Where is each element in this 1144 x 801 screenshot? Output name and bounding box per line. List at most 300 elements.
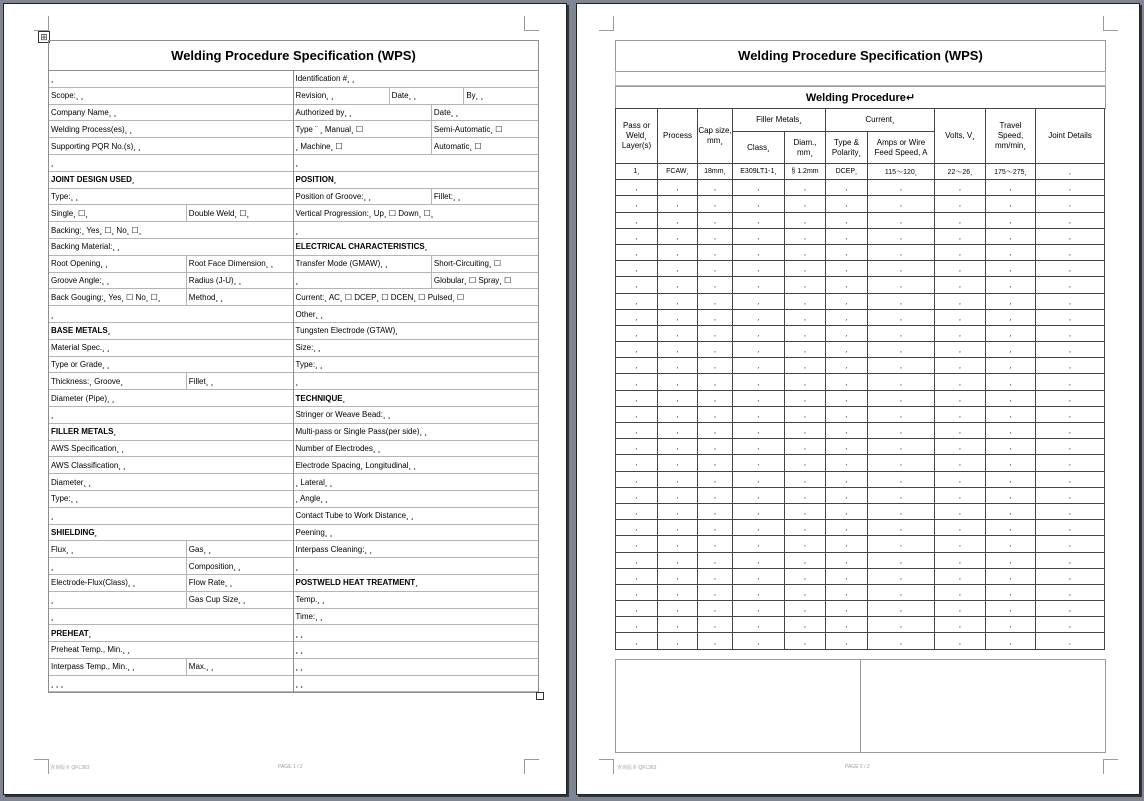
form-field[interactable]: AWS Specification¸ ¸ [51, 443, 125, 453]
table-cell[interactable]: ¸ [986, 293, 1036, 309]
table-cell[interactable]: ¸ [733, 212, 785, 228]
table-cell[interactable]: ¸ [986, 503, 1036, 519]
form-field[interactable]: Type:¸ ¸ [51, 494, 79, 504]
table-cell[interactable]: ¸ [785, 244, 826, 260]
form-field[interactable]: ¸ [51, 561, 54, 571]
table-cell[interactable]: ¸ [935, 358, 986, 374]
form-field[interactable]: Radius (J-U)¸ ¸ [186, 273, 293, 289]
form-field[interactable]: ¸ Angle¸ ¸ [295, 494, 328, 504]
table-cell[interactable]: ¸ [1036, 342, 1105, 358]
form-field[interactable]: Temp.¸ ¸ [295, 595, 325, 605]
table-cell[interactable]: ¸ [733, 342, 785, 358]
table-cell[interactable]: ¸ [698, 439, 733, 455]
table-cell[interactable]: ¸ [868, 212, 935, 228]
form-field[interactable]: Fillet¸ ¸ [186, 373, 293, 389]
table-cell[interactable]: ¸ [826, 293, 868, 309]
table-cell[interactable]: ¸ [935, 390, 986, 406]
table-cell[interactable]: ¸ [1036, 212, 1105, 228]
form-field[interactable]: Max.¸ ¸ [186, 659, 293, 675]
table-cell[interactable]: ¸ [698, 601, 733, 617]
table-cell[interactable]: ¸ [1036, 633, 1105, 649]
table-cell[interactable]: ¸ [785, 423, 826, 439]
form-field[interactable]: ¸ [51, 410, 54, 420]
table-cell[interactable]: ¸ [658, 196, 698, 212]
table-cell[interactable]: ¸ [986, 552, 1036, 568]
form-field[interactable]: Semi-Automatic¸ ☐ [431, 121, 538, 137]
table-cell[interactable]: ¸ [826, 471, 868, 487]
form-field[interactable]: Composition¸ ¸ [186, 558, 293, 574]
table-cell[interactable]: ¸ [616, 617, 658, 633]
table-cell[interactable]: ¸ [868, 390, 935, 406]
form-field[interactable]: Preheat Temp., Min.¸ ¸ [51, 645, 130, 655]
table-cell[interactable]: ¸ [868, 309, 935, 325]
table-cell[interactable]: ¸ [1036, 406, 1105, 422]
table-cell[interactable]: ¸ [935, 439, 986, 455]
table-cell[interactable]: ¸ [616, 520, 658, 536]
table-cell[interactable]: ¸ [616, 244, 658, 260]
table-cell[interactable]: ¸ [868, 277, 935, 293]
table-cell[interactable]: ¸ [616, 568, 658, 584]
table-cell[interactable]: ¸ [616, 180, 658, 196]
table-cell[interactable]: ¸ [826, 277, 868, 293]
form-field[interactable]: ¸ ¸ [295, 679, 304, 689]
table-cell[interactable]: ¸ [785, 325, 826, 341]
table-cell[interactable]: ¸ [935, 552, 986, 568]
table-cell[interactable]: ¸ [935, 423, 986, 439]
table-cell[interactable]: ¸ [785, 342, 826, 358]
form-field[interactable]: Back Gouging:¸ Yes¸ ☐ No¸ ☐¸ [51, 292, 161, 302]
table-cell[interactable]: ¸ [733, 552, 785, 568]
table-cell[interactable]: ¸ [826, 633, 868, 649]
table-cell[interactable]: ¸ [986, 617, 1036, 633]
table-cell[interactable]: ¸ [1036, 503, 1105, 519]
table-cell[interactable]: ¸ [935, 293, 986, 309]
form-field[interactable]: Tungsten Electrode (GTAW)¸ [295, 326, 398, 336]
table-cell[interactable]: ¸ [868, 228, 935, 244]
table-cell[interactable]: ¸ [826, 325, 868, 341]
table-cell[interactable]: 115～120¸ [868, 164, 935, 180]
form-field[interactable]: Interpass Temp., Min.¸ ¸ [51, 662, 135, 672]
form-field[interactable]: ¸ ¸ [295, 628, 304, 638]
table-cell[interactable]: ¸ [986, 471, 1036, 487]
form-field[interactable]: POSITION¸ [295, 175, 337, 185]
form-field[interactable]: Position of Groove:¸ ¸ [295, 191, 372, 201]
table-cell[interactable]: ¸ [616, 439, 658, 455]
table-cell[interactable]: ¸ [733, 568, 785, 584]
table-cell[interactable]: ¸ [935, 584, 986, 600]
table-cell[interactable]: ¸ [785, 277, 826, 293]
table-cell[interactable]: ¸ [698, 552, 733, 568]
table-cell[interactable]: ¸ [868, 552, 935, 568]
table-cell[interactable]: ¸ [658, 309, 698, 325]
table-cell[interactable]: ¸ [785, 520, 826, 536]
form-field[interactable]: PREHEAT¸ [51, 628, 92, 638]
table-cell[interactable]: ¸ [868, 196, 935, 212]
table-cell[interactable]: ¸ [733, 261, 785, 277]
table-cell[interactable]: ¸ [658, 261, 698, 277]
table-cell[interactable]: ¸ [658, 342, 698, 358]
table-cell[interactable]: ¸ [935, 196, 986, 212]
table-cell[interactable]: ¸ [785, 503, 826, 519]
table-cell[interactable]: ¸ [616, 503, 658, 519]
table-cell[interactable]: 175～275¸ [986, 164, 1036, 180]
table-cell[interactable]: ¸ [616, 633, 658, 649]
table-cell[interactable]: ¸ [698, 261, 733, 277]
table-cell[interactable]: ¸ [616, 261, 658, 277]
table-cell[interactable]: ¸ [616, 325, 658, 341]
table-cell[interactable]: 22～26¸ [935, 164, 986, 180]
table-cell[interactable]: ¸ [785, 455, 826, 471]
table-cell[interactable]: ¸ [698, 374, 733, 390]
table-cell[interactable]: ¸ [1036, 164, 1105, 180]
table-cell[interactable]: ¸ [1036, 261, 1105, 277]
table-cell[interactable]: ¸ [785, 261, 826, 277]
table-cell[interactable]: ¸ [698, 277, 733, 293]
table-cell[interactable]: ¸ [935, 244, 986, 260]
form-field[interactable]: Stringer or Weave Bead:¸ ¸ [295, 410, 391, 420]
table-cell[interactable]: ¸ [826, 212, 868, 228]
table-cell[interactable]: ¸ [986, 633, 1036, 649]
table-cell[interactable]: § 1.2mm [785, 164, 826, 180]
form-field[interactable]: ¸ Machine¸ ☐ [295, 141, 343, 151]
table-cell[interactable]: ¸ [616, 390, 658, 406]
table-cell[interactable]: ¸ [785, 584, 826, 600]
table-cell[interactable]: ¸ [658, 536, 698, 552]
table-cell[interactable]: ¸ [785, 374, 826, 390]
form-field[interactable]: Electrode Spacing¸ Longitudinal¸ ¸ [295, 460, 417, 470]
table-cell[interactable]: ¸ [826, 228, 868, 244]
form-field[interactable]: Backing:¸ Yes¸ ☐¸ No¸ ☐¸ [51, 225, 142, 235]
table-cell[interactable]: ¸ [868, 601, 935, 617]
table-cell[interactable]: ¸ [826, 244, 868, 260]
form-field[interactable]: Type ¨ ¸ Manual¸ ☐ [295, 124, 364, 134]
table-cell[interactable]: ¸ [616, 309, 658, 325]
table-cell[interactable]: ¸ [733, 584, 785, 600]
form-field[interactable]: Welding Process(es)¸ ¸ [51, 124, 133, 134]
table-cell[interactable]: ¸ [785, 487, 826, 503]
table-cell[interactable]: ¸ [986, 520, 1036, 536]
form-field[interactable]: Date¸ ¸ [389, 88, 464, 104]
form-field[interactable]: Multi-pass or Single Pass(per side)¸ ¸ [295, 427, 428, 437]
form-field[interactable]: Gas¸ ¸ [186, 541, 293, 557]
table-cell[interactable]: FCAW¸ [658, 164, 698, 180]
table-cell[interactable]: ¸ [785, 471, 826, 487]
table-cell[interactable]: ¸ [733, 325, 785, 341]
form-field[interactable]: ¸ [51, 74, 54, 84]
table-cell[interactable]: ¸ [826, 584, 868, 600]
form-field[interactable]: Double Weld¸ ☐¸ [186, 205, 293, 221]
table-cell[interactable]: ¸ [986, 309, 1036, 325]
form-field[interactable]: Method¸ ¸ [186, 289, 293, 305]
table-cell[interactable]: ¸ [785, 196, 826, 212]
form-field[interactable]: ¸ [51, 309, 54, 319]
table-cell[interactable]: ¸ [1036, 374, 1105, 390]
table-cell[interactable]: ¸ [826, 487, 868, 503]
table-cell[interactable]: ¸ [986, 358, 1036, 374]
table-cell[interactable]: ¸ [826, 261, 868, 277]
table-cell[interactable]: ¸ [698, 180, 733, 196]
form-field[interactable]: ¸ [51, 158, 54, 168]
table-cell[interactable]: ¸ [935, 309, 986, 325]
table-cell[interactable]: ¸ [1036, 196, 1105, 212]
form-field[interactable]: ¸ [295, 275, 299, 285]
table-cell[interactable]: ¸ [935, 601, 986, 617]
table-cell[interactable]: ¸ [986, 536, 1036, 552]
table-cell[interactable]: ¸ [698, 617, 733, 633]
table-cell[interactable]: 18mm¸ [698, 164, 733, 180]
table-cell[interactable]: ¸ [616, 487, 658, 503]
table-cell[interactable]: ¸ [868, 261, 935, 277]
table-cell[interactable]: ¸ [826, 342, 868, 358]
table-cell[interactable]: ¸ [658, 358, 698, 374]
table-cell[interactable]: ¸ [1036, 584, 1105, 600]
table-cell[interactable]: ¸ [826, 358, 868, 374]
form-field[interactable]: Type:¸ ¸ [51, 191, 79, 201]
table-cell[interactable]: ¸ [1036, 325, 1105, 341]
table-cell[interactable]: ¸ [986, 439, 1036, 455]
form-field[interactable]: Diameter (Pipe)¸ ¸ [51, 393, 115, 403]
table-cell[interactable]: ¸ [826, 406, 868, 422]
form-field[interactable]: ¸ ¸ [295, 662, 304, 672]
form-field[interactable]: Current:¸ AC¸ ☐ DCEP¸ ☐ DCEN¸ ☐ Pulsed¸ ☐ [295, 292, 465, 302]
table-cell[interactable]: ¸ [826, 196, 868, 212]
table-cell[interactable]: ¸ [868, 520, 935, 536]
table-cell[interactable]: ¸ [1036, 293, 1105, 309]
table-cell[interactable]: ¸ [868, 244, 935, 260]
table-cell[interactable]: ¸ [698, 536, 733, 552]
form-field[interactable]: Number of Electrodes¸ ¸ [295, 443, 381, 453]
form-field[interactable]: FILLER METALS¸ [51, 427, 117, 437]
form-field[interactable]: Electrode-Flux(Class)¸ ¸ [51, 578, 136, 588]
form-field[interactable]: Identification #¸ ¸ [295, 74, 355, 84]
table-cell[interactable]: ¸ [1036, 309, 1105, 325]
form-field[interactable]: Single¸ ☐¸ [51, 208, 88, 218]
table-cell[interactable]: ¸ [616, 342, 658, 358]
table-cell[interactable]: ¸ [986, 261, 1036, 277]
form-field[interactable]: Scope:¸ ¸ [51, 91, 84, 101]
table-cell[interactable]: ¸ [616, 277, 658, 293]
table-cell[interactable]: ¸ [935, 503, 986, 519]
table-cell[interactable]: ¸ [868, 487, 935, 503]
form-field[interactable]: Thickness:¸ Groove¸ [51, 376, 124, 386]
table-resize-handle[interactable] [536, 692, 544, 700]
table-cell[interactable]: ¸ [658, 325, 698, 341]
table-cell[interactable]: ¸ [616, 584, 658, 600]
table-cell[interactable]: ¸ [1036, 487, 1105, 503]
form-field[interactable]: Backing Material:¸ ¸ [51, 242, 120, 252]
table-cell[interactable]: ¸ [658, 568, 698, 584]
form-field[interactable]: BASE METALS¸ [51, 326, 111, 336]
table-cell[interactable]: E309LT1-1¸ [733, 164, 785, 180]
table-cell[interactable]: ¸ [1036, 390, 1105, 406]
table-cell[interactable]: ¸ [935, 374, 986, 390]
table-cell[interactable]: ¸ [733, 520, 785, 536]
form-field[interactable]: Groove Angle:¸ ¸ [51, 275, 110, 285]
table-cell[interactable]: ¸ [698, 325, 733, 341]
table-cell[interactable]: ¸ [785, 309, 826, 325]
table-cell[interactable]: ¸ [658, 293, 698, 309]
table-cell[interactable]: ¸ [616, 601, 658, 617]
table-cell[interactable]: ¸ [1036, 520, 1105, 536]
form-field[interactable]: Vertical Progression:¸ Up¸ ☐ Down¸ ☐¸ [295, 208, 434, 218]
form-field[interactable]: Fillet:¸ ¸ [431, 189, 538, 205]
table-cell[interactable]: 1¸ [616, 164, 658, 180]
form-field[interactable]: TECHNIQUE¸ [295, 393, 346, 403]
table-cell[interactable]: ¸ [616, 455, 658, 471]
table-cell[interactable]: ¸ [826, 439, 868, 455]
table-cell[interactable]: ¸ [698, 584, 733, 600]
table-cell[interactable]: ¸ [616, 423, 658, 439]
form-field[interactable]: ¸ [51, 511, 54, 521]
table-cell[interactable]: ¸ [1036, 228, 1105, 244]
table-cell[interactable]: ¸ [733, 293, 785, 309]
table-cell[interactable]: ¸ [868, 358, 935, 374]
table-cell[interactable]: ¸ [935, 212, 986, 228]
form-field[interactable]: Flow Rate¸ ¸ [186, 575, 293, 591]
table-cell[interactable]: ¸ [733, 487, 785, 503]
table-cell[interactable]: ¸ [935, 568, 986, 584]
table-cell[interactable]: ¸ [986, 568, 1036, 584]
form-field[interactable]: Type or Grade¸ ¸ [51, 359, 110, 369]
form-field[interactable]: ¸ [295, 158, 299, 168]
form-field[interactable]: Interpass Cleaning:¸ ¸ [295, 544, 372, 554]
table-cell[interactable]: ¸ [785, 180, 826, 196]
table-cell[interactable]: ¸ [868, 471, 935, 487]
table-cell[interactable]: ¸ [935, 406, 986, 422]
table-cell[interactable]: ¸ [868, 406, 935, 422]
table-cell[interactable]: ¸ [698, 228, 733, 244]
table-cell[interactable]: ¸ [616, 212, 658, 228]
table-cell[interactable]: ¸ [658, 180, 698, 196]
table-cell[interactable]: ¸ [986, 342, 1036, 358]
table-cell[interactable]: ¸ [733, 423, 785, 439]
table-cell[interactable]: ¸ [1036, 552, 1105, 568]
table-cell[interactable]: ¸ [698, 471, 733, 487]
table-cell[interactable]: ¸ [658, 455, 698, 471]
table-cell[interactable]: ¸ [826, 309, 868, 325]
table-cell[interactable]: ¸ [986, 390, 1036, 406]
table-cell[interactable]: ¸ [658, 212, 698, 228]
table-cell[interactable]: ¸ [826, 536, 868, 552]
table-cell[interactable]: ¸ [785, 601, 826, 617]
table-cell[interactable]: ¸ [616, 228, 658, 244]
table-cell[interactable]: ¸ [733, 617, 785, 633]
table-cell[interactable]: ¸ [868, 180, 935, 196]
table-cell[interactable]: ¸ [986, 374, 1036, 390]
table-cell[interactable]: ¸ [1036, 423, 1105, 439]
form-field[interactable]: Date¸ ¸ [431, 105, 538, 121]
table-cell[interactable]: ¸ [785, 390, 826, 406]
table-cell[interactable]: ¸ [733, 439, 785, 455]
table-cell[interactable]: ¸ [986, 406, 1036, 422]
table-move-handle-icon[interactable]: ⊞ [38, 31, 50, 43]
table-cell[interactable]: ¸ [986, 196, 1036, 212]
table-cell[interactable]: ¸ [785, 439, 826, 455]
form-field[interactable]: Gas Cup Size¸ ¸ [186, 592, 293, 608]
table-cell[interactable]: ¸ [868, 439, 935, 455]
table-cell[interactable]: ¸ [658, 277, 698, 293]
table-cell[interactable]: ¸ [826, 617, 868, 633]
table-cell[interactable]: ¸ [935, 617, 986, 633]
table-cell[interactable]: ¸ [935, 633, 986, 649]
table-cell[interactable]: ¸ [733, 471, 785, 487]
table-cell[interactable]: ¸ [698, 293, 733, 309]
table-cell[interactable]: ¸ [1036, 601, 1105, 617]
table-cell[interactable]: ¸ [698, 196, 733, 212]
table-cell[interactable]: ¸ [1036, 471, 1105, 487]
table-cell[interactable]: ¸ [698, 487, 733, 503]
form-field[interactable]: Supporting PQR No.(s)¸ ¸ [51, 141, 141, 151]
table-cell[interactable]: ¸ [733, 358, 785, 374]
table-cell[interactable]: ¸ [986, 180, 1036, 196]
form-field[interactable]: POSTWELD HEAT TREATMENT¸ [295, 578, 418, 588]
table-cell[interactable]: ¸ [1036, 180, 1105, 196]
table-cell[interactable]: ¸ [658, 390, 698, 406]
table-cell[interactable]: ¸ [733, 228, 785, 244]
table-cell[interactable]: ¸ [868, 503, 935, 519]
form-field[interactable]: Company Name¸ ¸ [51, 107, 117, 117]
form-field[interactable]: Root Face Dimension¸ ¸ [186, 256, 293, 272]
table-cell[interactable]: ¸ [986, 423, 1036, 439]
table-cell[interactable]: ¸ [868, 455, 935, 471]
table-cell[interactable]: ¸ [698, 633, 733, 649]
table-cell[interactable]: ¸ [698, 358, 733, 374]
table-cell[interactable]: ¸ [1036, 455, 1105, 471]
table-cell[interactable]: ¸ [986, 212, 1036, 228]
table-cell[interactable]: ¸ [826, 390, 868, 406]
table-cell[interactable]: ¸ [733, 455, 785, 471]
table-cell[interactable]: ¸ [1036, 358, 1105, 374]
table-cell[interactable]: ¸ [733, 503, 785, 519]
table-cell[interactable]: ¸ [616, 358, 658, 374]
form-field[interactable]: AWS Classification¸ ¸ [51, 460, 126, 470]
table-cell[interactable]: ¸ [616, 196, 658, 212]
table-cell[interactable]: ¸ [733, 601, 785, 617]
table-cell[interactable]: ¸ [826, 601, 868, 617]
table-cell[interactable]: ¸ [785, 617, 826, 633]
table-cell[interactable]: ¸ [698, 406, 733, 422]
table-cell[interactable]: ¸ [986, 228, 1036, 244]
table-cell[interactable]: ¸ [616, 552, 658, 568]
table-cell[interactable]: ¸ [868, 293, 935, 309]
table-cell[interactable]: ¸ [935, 261, 986, 277]
table-cell[interactable]: ¸ [785, 358, 826, 374]
table-cell[interactable]: ¸ [986, 325, 1036, 341]
table-cell[interactable]: ¸ [935, 277, 986, 293]
form-field[interactable]: Contact Tube to Work Distance¸ ¸ [295, 511, 414, 521]
table-cell[interactable]: ¸ [616, 406, 658, 422]
form-field[interactable]: ELECTRICAL CHARACTERISTICS¸ [295, 242, 428, 252]
table-cell[interactable]: ¸ [1036, 439, 1105, 455]
table-cell[interactable]: ¸ [785, 212, 826, 228]
table-cell[interactable]: ¸ [616, 536, 658, 552]
table-cell[interactable]: ¸ [868, 325, 935, 341]
form-field[interactable]: ¸ [295, 376, 299, 386]
table-cell[interactable]: ¸ [658, 552, 698, 568]
table-cell[interactable]: ¸ [935, 325, 986, 341]
form-field[interactable]: ¸ [51, 595, 54, 605]
table-cell[interactable]: ¸ [785, 536, 826, 552]
table-cell[interactable]: ¸ [658, 633, 698, 649]
table-cell[interactable]: ¸ [826, 503, 868, 519]
table-cell[interactable]: DCEP¸ [826, 164, 868, 180]
table-cell[interactable]: ¸ [616, 293, 658, 309]
table-cell[interactable]: ¸ [826, 180, 868, 196]
table-cell[interactable]: ¸ [986, 455, 1036, 471]
form-field[interactable]: ¸ [295, 561, 299, 571]
table-cell[interactable]: ¸ [935, 342, 986, 358]
form-field[interactable]: Other¸ ¸ [295, 309, 324, 319]
